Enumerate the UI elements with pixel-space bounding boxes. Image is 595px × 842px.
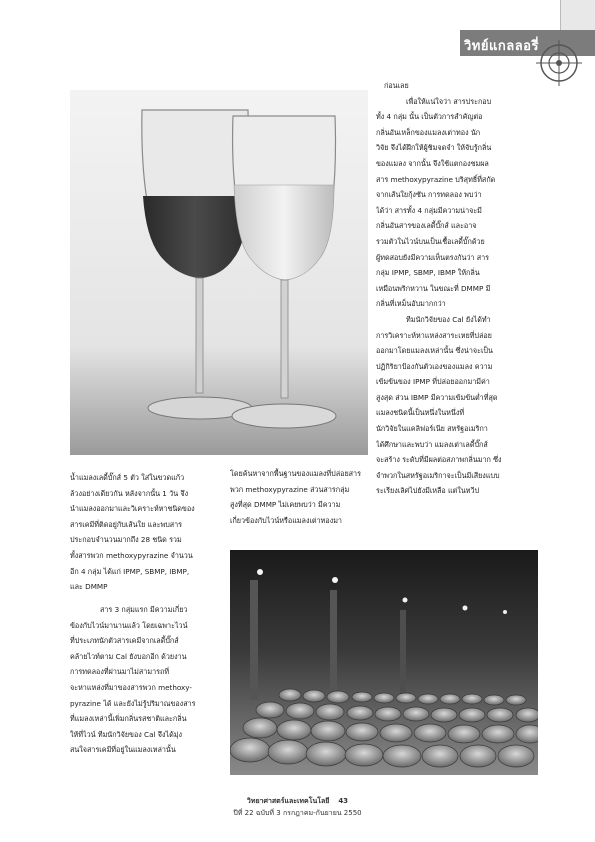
- paragraph-line: อีก 4 กลุ่ม ได้แก่ IPMP, SBMP, IBMP,: [70, 566, 190, 576]
- paragraph-line: กลิ่นที่เหม็นอับมากกว่า: [376, 299, 446, 309]
- paragraph-line: สนใจสารเคมีที่อยู่ในแมลงเหล่านั้น: [70, 745, 176, 755]
- paragraph-line: น้ำแมลงเลดี้บั๊กส์ 5 ตัว ใส่ในขวดแก้ว: [70, 473, 185, 482]
- paragraph-line: ก่อนเลย: [384, 81, 409, 90]
- paragraph-line: กลิ่นอันสารของเลดี้บั๊กส์ และอาจ: [376, 221, 477, 231]
- paragraph-line: เข้มข้นของ IPMP ที่ปล่อยออกมามีค่า: [376, 377, 490, 387]
- paragraph-line: ระเรียงเลิศไปยังมีเหลือ แต่ในทวีป: [376, 486, 480, 496]
- paragraph-line: ทีมนักวิจัยของ Cal ยังได้ทำ: [406, 314, 491, 324]
- paragraph-line: และ DMMP: [70, 582, 108, 592]
- paragraph-line: เพื่อให้แน่ใจว่า สารประกอบ: [406, 96, 492, 106]
- header-corner-tab: [560, 0, 595, 32]
- mid-left-column: [70, 470, 220, 595]
- paragraph-line: ปฏิกิริยาป้องกันตัวเองของแมลง ความ: [376, 361, 493, 371]
- issue-line: ปีที่ 22 ฉบับที่ 3 กรกฎาคม-กันยายน 2550: [233, 809, 362, 817]
- paragraph-line: ได้ศึกษาและพบว่า แมลงเต่าเลดี้บั๊กส์: [376, 439, 488, 449]
- paragraph-line: รวมตัวในไวน์บนเป็นเชื้อเลดี้บั๊กด้วย: [376, 236, 485, 246]
- paragraph-line: ล้วงอย่างเดียวกัน หลังจากนั้น 1 วัน จึง: [70, 488, 189, 498]
- mid-center-column: [230, 466, 370, 528]
- paragraph-line: การวิเคราะห์หาแหล่งสาระเหยที่ปล่อย: [376, 330, 492, 340]
- paragraph-line: แมลงชนิดนี้เป็นหนึ่งในหนึ่งที่: [376, 408, 465, 418]
- paragraph-line: ข้องกับไวน์มานานแล้ว โดยเฉพาะไวน์: [70, 620, 188, 630]
- paragraph-line: กลุ่ม IPMP, SBMP, IBMP ให้กลิ่น: [376, 268, 480, 278]
- paragraph-line: ออกมาโดยแมลงเหล่านั้น ซึ่งน่าจะเป็น: [376, 346, 493, 356]
- paragraph-line: สูงสุด ส่วน IBMP มีความเข้มข้นต่ำที่สุด: [376, 392, 498, 402]
- paragraph-line: จากเส้นใยกุ้งซัน การทดลอง พบว่า: [376, 190, 482, 200]
- magazine-name: วิทยาศาสตร์และเทคโนโลยี: [246, 797, 330, 805]
- paragraph-line: ของแมลง จากนั้น จึงใช้แตกองชมผล: [376, 158, 489, 168]
- paragraph-line: เกี่ยวข้องกับไวน์หรือแมลงเต่าทองมา: [230, 515, 342, 525]
- wine-cellar-photo: [230, 550, 538, 775]
- crosshair-logo-icon: [534, 38, 584, 88]
- paragraph-line: ทั้ง 4 กลุ่ม นั้น เป็นตัวการสำคัญต่อ: [376, 112, 483, 122]
- paragraph-line: สาร 3 กลุ่มแรก มีความเกี่ยว: [100, 605, 188, 614]
- top-right-column: [376, 78, 526, 499]
- paragraph-line: ที่แมลงเหล่านี้เพิ่มกลิ่นรสชาติและกลิ่น: [70, 714, 187, 724]
- paragraph-line: พวก methoxypyrazine ส่วนสารกลุ่ม: [230, 484, 350, 494]
- footer-line-1: [0, 796, 595, 807]
- paragraph-line: จะสร้าง ระดับที่มีผลต่อสภาพกลิ่นมาก ซึ่ง: [376, 455, 502, 465]
- paragraph-line: โดยค้นหาจากพื้นฐานของแมลงที่ปล่อยสาร: [230, 469, 361, 478]
- page-number: 43: [338, 797, 349, 805]
- paragraph-line: ทั้งสารพวก methoxypyrazine จำนวน: [70, 550, 193, 560]
- paragraph-line: ผู้ทดสอบยังมีความเห็นตรงกันว่า สาร: [376, 252, 490, 262]
- paragraph-line: นำแมลงออกมาและวิเคราะห์หาชนิดของ: [70, 504, 195, 514]
- paragraph-line: สูงที่สุด DMMP ไม่เคยพบว่า มีความ: [230, 500, 341, 510]
- paragraph-line: กลิ่นอันเหล็กของแมลงเต่าทอง นัก: [376, 127, 481, 137]
- paragraph-line: ที่ประเภทนักตัวสารเคมีจากเลดี้บั๊กส์: [70, 636, 179, 646]
- paragraph-line: สาร methoxypyrazine บริสุทธิ์ที่สกัด: [376, 174, 496, 184]
- paragraph-line: ประกอบจำนวนมากถึง 28 ชนิด รวม: [70, 535, 182, 545]
- paragraph-line: คล้ายไวท์ตาม Cal ยังบอกอีก ด้วยงาน: [70, 651, 187, 661]
- paragraph-line: เหมือนพริกหวาน ในขณะที่ DMMP มี: [376, 283, 491, 293]
- bottom-left-column: [70, 602, 220, 758]
- paragraph-line: ได้ว่า สารทั้ง 4 กลุ่มมีความน่าจะมี: [376, 205, 482, 215]
- section-label: วิทย์แกลลอรี่: [464, 39, 539, 54]
- paragraph-line: ให้ที่ไวน์ ทีมนักวิจัยของ Cal จึงได้มุ่ง: [70, 729, 183, 739]
- paragraph-line: pyrazine ได้ และยังไม่รู้ปริมาณของสาร: [70, 698, 196, 708]
- paragraph-line: สารเคมีที่ติดอยู่กับเส้นใย และพบสาร: [70, 519, 183, 529]
- paragraph-line: วิจัย จึงได้ฝึกให้ผู้ชิมจดจำ ให้จับรู้กลิ่น: [376, 143, 492, 153]
- paragraph-line: การทดลองที่ผ่านมาไม่สามารถที่: [70, 667, 170, 677]
- paragraph-line: จะหาแหล่งที่มาของสารพวก methoxy-: [70, 682, 193, 692]
- wine-glasses-photo: [70, 90, 368, 455]
- paragraph-line: จำพวกในสหรัฐอเมริกาจะเป็นมีเสียงแบบ: [376, 470, 500, 480]
- paragraph-line: นักวิจัยในแคลิฟอร์เนีย สหรัฐอเมริกา: [376, 424, 488, 434]
